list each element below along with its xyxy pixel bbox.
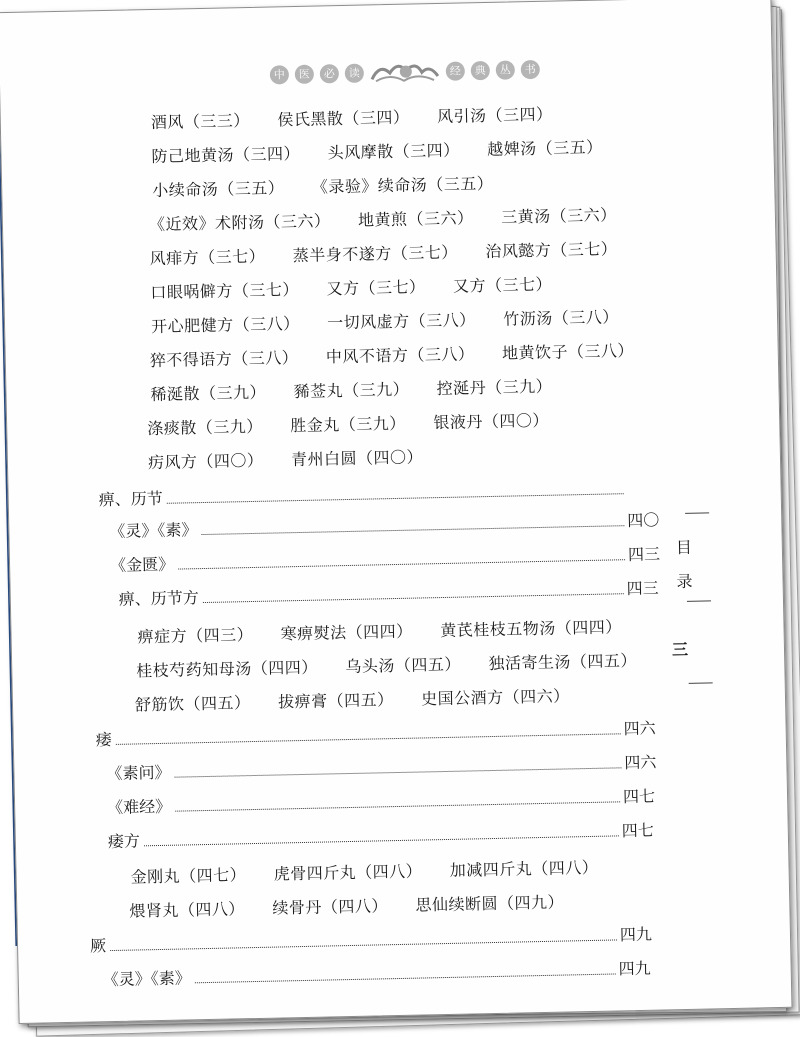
header-char: 中 xyxy=(270,65,289,84)
toc-entry[interactable] xyxy=(109,507,659,542)
formula-entry: 稀涎散（三九） xyxy=(150,382,267,405)
toc-label: 痹、历节方 xyxy=(118,588,200,609)
formula-entry: 治风懿方（三七） xyxy=(485,239,618,262)
formula-entry: 续骨丹（四八） xyxy=(272,896,389,918)
formula-entry: 银液丹（四〇） xyxy=(433,410,550,433)
toc-page-number: 四九 xyxy=(618,958,651,979)
leader-dots xyxy=(203,593,624,603)
formula-entry: 风引汤（三四） xyxy=(436,104,553,127)
toc-entry[interactable] xyxy=(110,541,660,576)
side-rule xyxy=(685,512,709,514)
leader-dots xyxy=(175,767,622,777)
formula-entry: 地黄煎（三六） xyxy=(357,208,474,230)
toc-entry[interactable] xyxy=(107,784,655,818)
formula-entry: 风痱方（三七） xyxy=(149,246,266,269)
formula-entry: 金刚丸（四七） xyxy=(130,865,247,887)
formula-entry: 胜金丸（三九） xyxy=(290,413,407,436)
formula-entry: 虎骨四斤丸（四八） xyxy=(273,861,423,884)
header-char: 读 xyxy=(345,63,364,82)
formula-entry: 加减四斤丸（四八） xyxy=(449,857,599,880)
leader-dots xyxy=(144,835,619,846)
toc-entry[interactable] xyxy=(119,575,659,609)
header-char: 必 xyxy=(320,64,339,83)
toc-page-number: 四七 xyxy=(621,820,654,841)
formula-line xyxy=(150,338,657,372)
leader-dots xyxy=(201,525,624,535)
formula-line xyxy=(130,854,620,887)
formula-line xyxy=(148,444,446,473)
leader-dots xyxy=(116,733,621,745)
formula-entry: 三黄汤（三六） xyxy=(500,205,617,227)
formula-entry: 开心肥健方（三八） xyxy=(150,313,300,337)
toc-label: 厥 xyxy=(89,936,107,956)
header-char: 典 xyxy=(471,60,490,79)
formula-entry: 越婢汤（三五） xyxy=(486,137,603,159)
toc-label: 《灵》《素》 xyxy=(109,520,198,541)
toc-label: 痿方 xyxy=(107,831,141,852)
formula-entry: 《录验》续命汤（三五） xyxy=(311,173,494,197)
formula-entry: 蒸半身不遂方（三七） xyxy=(292,242,458,266)
toc-label: 《素问》 xyxy=(106,762,171,784)
formula-line xyxy=(151,304,641,337)
formula-entry: 小续命汤（三五） xyxy=(152,178,285,201)
side-rule xyxy=(689,682,713,684)
formula-entry: 桂枝芍药知母汤（四四） xyxy=(136,657,318,681)
formula-entry: 乌头汤（四五） xyxy=(345,654,462,677)
leader-dots xyxy=(175,801,620,811)
formula-line xyxy=(135,683,592,716)
toc-page-number: 四三 xyxy=(626,578,659,599)
header-char: 经 xyxy=(446,61,465,80)
formula-line xyxy=(151,101,575,133)
toc-entry[interactable] xyxy=(103,956,651,990)
formula-entry: 独活寄生汤（四五） xyxy=(488,650,638,674)
formula-entry: 口眼㖞僻方（三七） xyxy=(150,279,300,303)
toc-label: 《金匮》 xyxy=(109,554,175,575)
header-char: 丛 xyxy=(496,60,515,79)
formula-line xyxy=(152,170,516,201)
leader-dots xyxy=(195,973,616,983)
formula-entry: 青州白圆（四〇） xyxy=(290,447,424,470)
formula-line xyxy=(147,407,571,439)
formula-entry: 一切风虚方（三八） xyxy=(326,310,476,333)
side-rule xyxy=(687,600,711,602)
formula-entry: 控涎丹（三九） xyxy=(436,376,553,399)
formula-line xyxy=(150,373,574,405)
leader-dots xyxy=(167,493,624,504)
toc-page-number: 四九 xyxy=(619,924,653,945)
formula-entry: 痹症方（四三） xyxy=(137,625,254,647)
formula-line xyxy=(136,648,659,682)
formula-entry: 头风摩散（三四） xyxy=(327,140,460,163)
header-emblem-icon xyxy=(370,58,441,85)
toc-page-number: 四三 xyxy=(627,544,661,565)
formula-line xyxy=(149,236,639,269)
formula-entry: 疠风方（四〇） xyxy=(147,450,264,473)
formula-line xyxy=(137,614,644,648)
toc-entry[interactable] xyxy=(95,716,655,751)
toc-label: 《难经》 xyxy=(106,796,172,818)
toc-label: 痹、历节 xyxy=(98,488,163,510)
formula-entry: 舒筋饮（四五） xyxy=(134,693,251,715)
formula-line xyxy=(129,889,586,922)
formula-entry: 酒风（三三） xyxy=(150,110,251,133)
toc-entry[interactable] xyxy=(106,750,656,785)
toc-page-number: 四六 xyxy=(624,752,657,773)
running-head-mu: 目 xyxy=(675,537,693,558)
formula-entry: 侯氏黑散（三四） xyxy=(277,107,410,130)
toc-entry[interactable] xyxy=(90,922,652,957)
formula-entry: 防己地黄汤（三四） xyxy=(151,143,301,167)
leader-dots xyxy=(178,559,625,569)
toc-entry[interactable] xyxy=(108,818,654,852)
leader-dots xyxy=(110,939,617,951)
formula-entry: 拔痹膏（四五） xyxy=(277,690,394,712)
formula-entry: 《近效》术附汤（三六） xyxy=(148,211,331,235)
formula-entry: 涤痰散（三九） xyxy=(147,416,263,439)
formula-entry: 寒痹熨法（四四） xyxy=(280,621,413,644)
toc-label: 痿 xyxy=(95,729,112,750)
formula-entry: 猝不得语方（三八） xyxy=(149,347,299,371)
formula-line xyxy=(150,271,574,303)
page-number: 三 xyxy=(671,639,689,660)
formula-entry: 又方（三七） xyxy=(326,277,426,299)
formula-line xyxy=(149,202,639,235)
formula-entry: 煨肾丸（四八） xyxy=(129,899,246,921)
running-head-lu: 录 xyxy=(676,571,693,592)
series-header xyxy=(270,56,540,88)
header-char: 书 xyxy=(521,59,540,78)
header-char: 医 xyxy=(295,64,314,83)
formula-line xyxy=(151,134,625,167)
formula-entry: 黄芪桂枝五物汤（四四） xyxy=(440,617,622,641)
formula-entry: 史国公酒方（四六） xyxy=(420,686,570,709)
formula-entry: 竹沥汤（三八） xyxy=(503,307,619,329)
formula-entry: 中风不语方（三八） xyxy=(325,344,475,367)
toc-label: 《灵》《素》 xyxy=(102,968,191,990)
toc-page-number: 四六 xyxy=(623,718,656,739)
formula-entry: 豨莶丸（三九） xyxy=(293,379,410,402)
toc-page-number: 四七 xyxy=(622,786,656,807)
toc-entry[interactable] xyxy=(98,475,658,510)
formula-entry: 又方（三七） xyxy=(452,274,553,296)
formula-entry: 思仙续断圆（四九） xyxy=(415,892,565,915)
formula-entry: 地黄饮子（三八） xyxy=(501,340,635,363)
toc-page-number: 四〇 xyxy=(627,510,660,531)
